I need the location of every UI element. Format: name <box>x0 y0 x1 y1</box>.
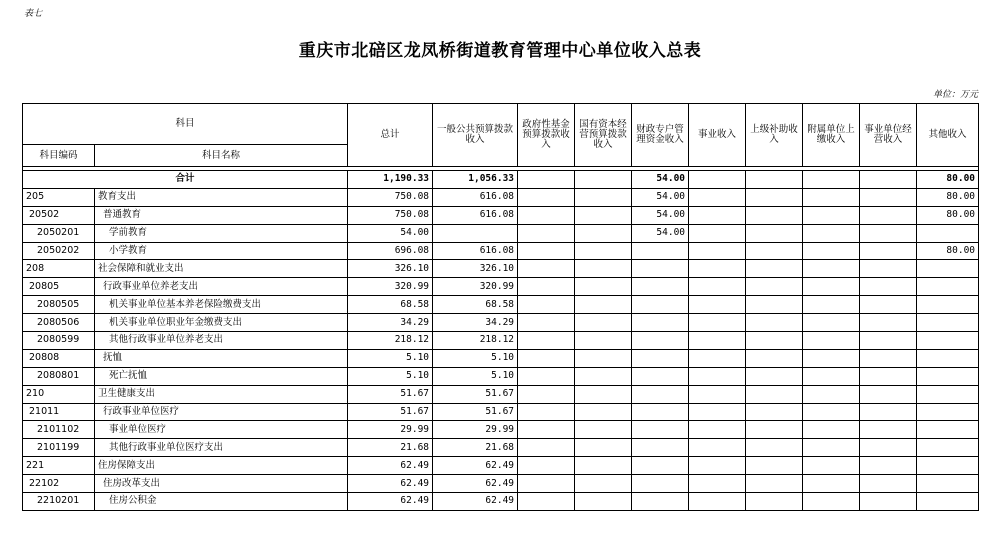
total-cell <box>803 171 860 189</box>
amount-cell <box>803 367 860 385</box>
amount-cell: 54.00 <box>632 188 689 206</box>
total-cell <box>746 171 803 189</box>
total-label: 合计 <box>23 171 348 189</box>
amount-cell <box>689 403 746 421</box>
amount-cell <box>575 493 632 511</box>
amount-cell <box>860 385 917 403</box>
amount-cell <box>632 403 689 421</box>
amount-cell <box>575 296 632 314</box>
amount-cell: 54.00 <box>348 224 433 242</box>
amount-cell <box>917 475 979 493</box>
amount-cell <box>518 188 575 206</box>
income-summary-table <box>22 103 979 511</box>
table-row <box>23 224 979 242</box>
amount-cell <box>803 493 860 511</box>
amount-cell <box>746 439 803 457</box>
amount-cell: 5.10 <box>433 349 518 367</box>
amount-cell <box>632 385 689 403</box>
subject-name-cell: 小学教育 <box>95 242 348 260</box>
amount-cell <box>518 278 575 296</box>
subject-code-cell: 20808 <box>23 349 95 367</box>
amount-cell <box>860 403 917 421</box>
amount-cell <box>917 278 979 296</box>
amount-cell <box>917 439 979 457</box>
table-number-label: 表七 <box>24 9 43 19</box>
subject-code-cell: 2080505 <box>23 296 95 314</box>
amount-cell <box>746 385 803 403</box>
amount-cell <box>860 278 917 296</box>
table-row <box>23 206 979 224</box>
total-cell: 80.00 <box>917 171 979 189</box>
amount-cell <box>575 367 632 385</box>
amount-cell: 54.00 <box>632 206 689 224</box>
amount-cell: 51.67 <box>348 385 433 403</box>
amount-cell <box>746 314 803 332</box>
amount-cell: 326.10 <box>348 260 433 278</box>
table-row <box>23 493 979 511</box>
total-cell <box>575 171 632 189</box>
amount-cell <box>746 367 803 385</box>
amount-cell <box>575 439 632 457</box>
amount-cell <box>518 403 575 421</box>
subject-code-cell: 22102 <box>23 475 95 493</box>
table-row <box>23 421 979 439</box>
subject-name-cell: 住房保障支出 <box>95 457 348 475</box>
amount-cell <box>917 296 979 314</box>
amount-cell: 696.08 <box>348 242 433 260</box>
amount-cell <box>860 224 917 242</box>
subject-code-cell: 21011 <box>23 403 95 421</box>
amount-cell <box>746 349 803 367</box>
amount-cell: 5.10 <box>433 367 518 385</box>
amount-cell <box>632 367 689 385</box>
amount-cell <box>575 403 632 421</box>
amount-cell: 80.00 <box>917 242 979 260</box>
total-cell <box>689 171 746 189</box>
amount-cell <box>803 278 860 296</box>
total-cell: 1,190.33 <box>348 171 433 189</box>
amount-cell <box>803 385 860 403</box>
amount-cell: 62.49 <box>348 493 433 511</box>
amount-cell <box>689 367 746 385</box>
amount-cell: 616.08 <box>433 188 518 206</box>
amount-cell: 616.08 <box>433 206 518 224</box>
amount-cell: 68.58 <box>348 296 433 314</box>
amount-cell <box>746 260 803 278</box>
subject-code-header: 科目编码 <box>23 145 95 167</box>
amount-cell <box>746 206 803 224</box>
col-header: 总计 <box>348 104 433 167</box>
amount-cell: 5.10 <box>348 367 433 385</box>
amount-cell <box>575 385 632 403</box>
amount-cell <box>518 475 575 493</box>
subject-name-cell: 抚恤 <box>95 349 348 367</box>
amount-cell <box>518 260 575 278</box>
amount-cell <box>575 224 632 242</box>
subject-name-cell: 社会保障和就业支出 <box>95 260 348 278</box>
amount-cell <box>518 332 575 350</box>
amount-cell <box>860 349 917 367</box>
table-row <box>23 278 979 296</box>
amount-cell <box>803 332 860 350</box>
amount-cell <box>917 367 979 385</box>
col-header: 一般公共预算拨款收入 <box>433 104 518 167</box>
amount-cell <box>575 242 632 260</box>
amount-cell <box>746 242 803 260</box>
amount-cell <box>689 260 746 278</box>
amount-cell: 51.67 <box>433 403 518 421</box>
table-row <box>23 188 979 206</box>
subject-name-cell: 机关事业单位基本养老保险缴费支出 <box>95 296 348 314</box>
subject-name-cell: 住房改革支出 <box>95 475 348 493</box>
amount-cell <box>860 188 917 206</box>
amount-cell: 34.29 <box>348 314 433 332</box>
amount-cell <box>632 242 689 260</box>
col-header: 上级补助收入 <box>746 104 803 167</box>
amount-cell <box>860 475 917 493</box>
amount-cell <box>575 188 632 206</box>
amount-cell <box>860 457 917 475</box>
amount-cell <box>746 332 803 350</box>
amount-cell <box>917 385 979 403</box>
amount-cell <box>518 224 575 242</box>
total-cell <box>860 171 917 189</box>
subject-name-header: 科目名称 <box>95 145 348 167</box>
amount-cell <box>689 296 746 314</box>
subject-code-cell: 208 <box>23 260 95 278</box>
amount-cell <box>632 475 689 493</box>
amount-cell <box>575 475 632 493</box>
amount-cell: 5.10 <box>348 349 433 367</box>
subject-code-cell: 2101102 <box>23 421 95 439</box>
subject-name-cell: 死亡抚恤 <box>95 367 348 385</box>
amount-cell <box>632 421 689 439</box>
amount-cell <box>632 332 689 350</box>
amount-cell <box>860 421 917 439</box>
amount-cell: 62.49 <box>433 457 518 475</box>
subject-code-cell: 210 <box>23 385 95 403</box>
amount-cell <box>860 296 917 314</box>
subject-name-cell: 教育支出 <box>95 188 348 206</box>
amount-cell: 21.68 <box>348 439 433 457</box>
amount-cell <box>689 206 746 224</box>
amount-cell <box>803 457 860 475</box>
amount-cell <box>803 349 860 367</box>
amount-cell <box>803 475 860 493</box>
col-header: 附属单位上缴收入 <box>803 104 860 167</box>
amount-cell <box>689 188 746 206</box>
amount-cell: 62.49 <box>348 457 433 475</box>
amount-cell: 218.12 <box>348 332 433 350</box>
amount-cell: 62.49 <box>433 475 518 493</box>
subject-name-cell: 行政事业单位养老支出 <box>95 278 348 296</box>
subject-code-cell: 2080599 <box>23 332 95 350</box>
amount-cell <box>575 206 632 224</box>
amount-cell <box>860 242 917 260</box>
amount-cell: 62.49 <box>433 493 518 511</box>
amount-cell <box>746 421 803 439</box>
subject-code-cell: 2080801 <box>23 367 95 385</box>
amount-cell <box>632 439 689 457</box>
amount-cell <box>632 260 689 278</box>
amount-cell <box>632 296 689 314</box>
amount-cell <box>518 206 575 224</box>
amount-cell <box>689 349 746 367</box>
subject-code-cell: 221 <box>23 457 95 475</box>
amount-cell: 80.00 <box>917 206 979 224</box>
amount-cell: 54.00 <box>632 224 689 242</box>
amount-cell: 326.10 <box>433 260 518 278</box>
amount-cell <box>917 493 979 511</box>
amount-cell: 218.12 <box>433 332 518 350</box>
table-row <box>23 349 979 367</box>
subject-code-cell: 2050201 <box>23 224 95 242</box>
amount-cell <box>746 403 803 421</box>
col-header: 财政专户管理资金收入 <box>632 104 689 167</box>
amount-cell <box>689 385 746 403</box>
amount-cell: 320.99 <box>348 278 433 296</box>
table-row <box>23 332 979 350</box>
amount-cell <box>917 314 979 332</box>
table-row <box>23 367 979 385</box>
subject-name-cell: 学前教育 <box>95 224 348 242</box>
table-row <box>23 385 979 403</box>
amount-cell <box>518 439 575 457</box>
amount-cell <box>689 439 746 457</box>
amount-cell <box>632 493 689 511</box>
amount-cell <box>746 278 803 296</box>
subject-code-cell: 2050202 <box>23 242 95 260</box>
subject-code-cell: 20502 <box>23 206 95 224</box>
amount-cell: 616.08 <box>433 242 518 260</box>
amount-cell <box>803 296 860 314</box>
amount-cell <box>746 224 803 242</box>
amount-cell <box>518 242 575 260</box>
amount-cell <box>689 421 746 439</box>
amount-cell <box>803 403 860 421</box>
subject-code-cell: 205 <box>23 188 95 206</box>
amount-cell <box>917 224 979 242</box>
amount-cell <box>518 296 575 314</box>
total-cell: 54.00 <box>632 171 689 189</box>
table-row <box>23 260 979 278</box>
amount-cell <box>746 188 803 206</box>
amount-cell <box>575 260 632 278</box>
subject-header: 科目 <box>23 104 348 145</box>
amount-cell <box>575 457 632 475</box>
amount-cell <box>518 493 575 511</box>
amount-cell <box>518 421 575 439</box>
subject-code-cell: 2210201 <box>23 493 95 511</box>
amount-cell <box>575 314 632 332</box>
amount-cell <box>518 457 575 475</box>
amount-cell: 51.67 <box>433 385 518 403</box>
amount-cell <box>746 296 803 314</box>
amount-cell <box>575 421 632 439</box>
col-header: 事业单位经营收入 <box>860 104 917 167</box>
amount-cell <box>689 493 746 511</box>
total-cell: 1,056.33 <box>433 171 518 189</box>
subject-code-cell: 20805 <box>23 278 95 296</box>
amount-cell <box>917 260 979 278</box>
amount-cell <box>860 367 917 385</box>
amount-cell <box>632 314 689 332</box>
amount-cell <box>689 457 746 475</box>
amount-cell <box>518 314 575 332</box>
amount-cell <box>689 224 746 242</box>
amount-cell <box>632 457 689 475</box>
table-row <box>23 457 979 475</box>
amount-cell <box>803 188 860 206</box>
table-row <box>23 314 979 332</box>
amount-cell <box>746 457 803 475</box>
amount-cell <box>860 332 917 350</box>
col-header: 国有资本经营预算拨款收入 <box>575 104 632 167</box>
amount-cell: 29.99 <box>348 421 433 439</box>
subject-name-cell: 其他行政事业单位养老支出 <box>95 332 348 350</box>
amount-cell: 51.67 <box>348 403 433 421</box>
amount-cell <box>803 260 860 278</box>
page-title: 重庆市北碚区龙凤桥街道教育管理中心单位收入总表 <box>298 41 702 61</box>
subject-name-cell: 卫生健康支出 <box>95 385 348 403</box>
amount-cell <box>575 349 632 367</box>
amount-cell <box>632 278 689 296</box>
subject-name-cell: 机关事业单位职业年金缴费支出 <box>95 314 348 332</box>
amount-cell <box>689 475 746 493</box>
table-row <box>23 475 979 493</box>
amount-cell <box>860 206 917 224</box>
amount-cell <box>433 224 518 242</box>
subject-code-cell: 2080506 <box>23 314 95 332</box>
amount-cell <box>803 421 860 439</box>
amount-cell <box>803 242 860 260</box>
amount-cell <box>860 260 917 278</box>
amount-cell <box>860 314 917 332</box>
amount-cell <box>917 332 979 350</box>
amount-cell <box>917 403 979 421</box>
amount-cell: 750.08 <box>348 188 433 206</box>
amount-cell <box>917 349 979 367</box>
col-header: 政府性基金预算拨款收入 <box>518 104 575 167</box>
amount-cell: 34.29 <box>433 314 518 332</box>
subject-name-cell: 行政事业单位医疗 <box>95 403 348 421</box>
amount-cell: 80.00 <box>917 188 979 206</box>
unit-label: 单位：万元 <box>932 90 978 100</box>
col-header: 事业收入 <box>689 104 746 167</box>
amount-cell: 750.08 <box>348 206 433 224</box>
amount-cell <box>518 385 575 403</box>
subject-name-cell: 住房公积金 <box>95 493 348 511</box>
total-cell <box>518 171 575 189</box>
amount-cell <box>803 314 860 332</box>
table-row <box>23 242 979 260</box>
amount-cell <box>746 475 803 493</box>
amount-cell <box>689 314 746 332</box>
amount-cell: 68.58 <box>433 296 518 314</box>
amount-cell <box>803 224 860 242</box>
amount-cell <box>746 493 803 511</box>
amount-cell: 29.99 <box>433 421 518 439</box>
total-row <box>23 171 979 189</box>
subject-name-cell: 其他行政事业单位医疗支出 <box>95 439 348 457</box>
amount-cell <box>575 278 632 296</box>
amount-cell: 62.49 <box>348 475 433 493</box>
amount-cell <box>518 349 575 367</box>
subject-code-cell: 2101199 <box>23 439 95 457</box>
amount-cell <box>803 439 860 457</box>
amount-cell <box>689 242 746 260</box>
amount-cell <box>518 367 575 385</box>
amount-cell <box>860 439 917 457</box>
table-row <box>23 403 979 421</box>
col-header: 其他收入 <box>917 104 979 167</box>
table-row <box>23 296 979 314</box>
amount-cell: 21.68 <box>433 439 518 457</box>
amount-cell <box>917 457 979 475</box>
amount-cell <box>689 278 746 296</box>
amount-cell <box>860 493 917 511</box>
subject-name-cell: 普通教育 <box>95 206 348 224</box>
amount-cell <box>803 206 860 224</box>
table-row <box>23 439 979 457</box>
amount-cell <box>575 332 632 350</box>
amount-cell <box>689 332 746 350</box>
amount-cell <box>632 349 689 367</box>
amount-cell: 320.99 <box>433 278 518 296</box>
subject-name-cell: 事业单位医疗 <box>95 421 348 439</box>
amount-cell <box>917 421 979 439</box>
